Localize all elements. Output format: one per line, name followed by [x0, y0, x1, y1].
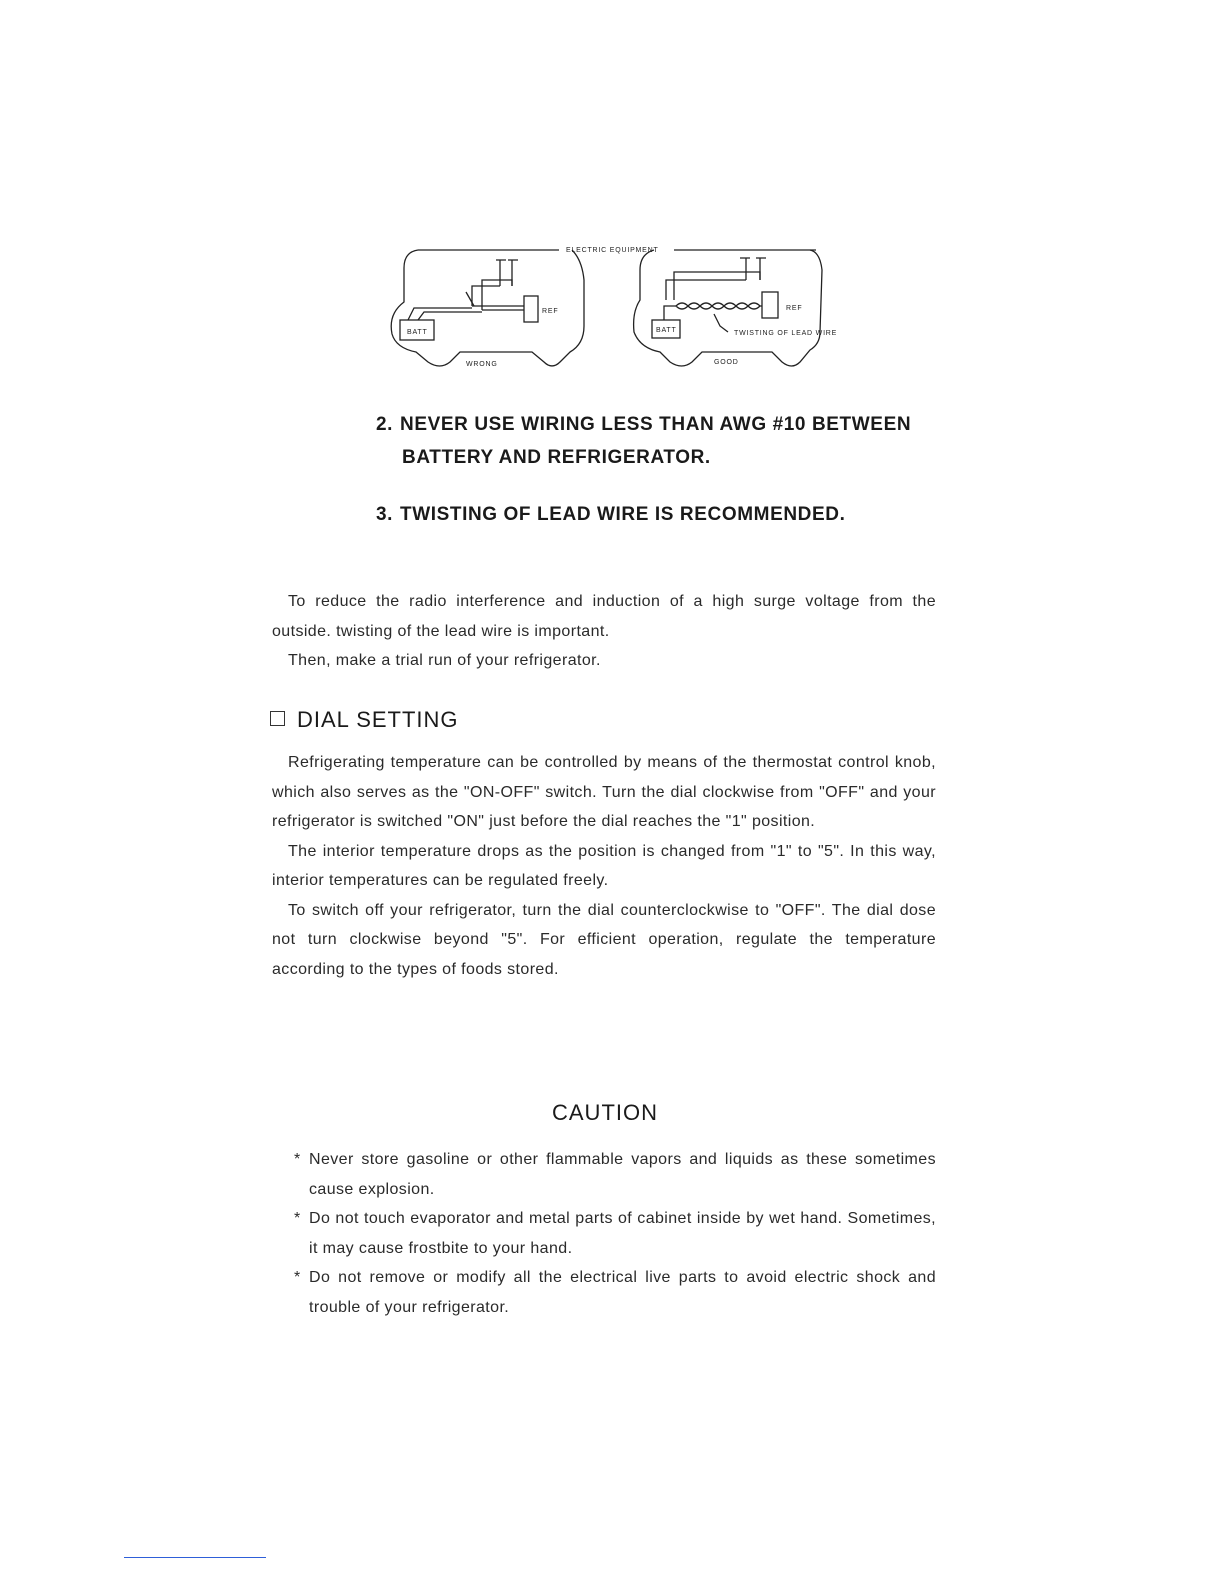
good-batt-label: BATT	[656, 327, 677, 334]
caution-item-text: Never store gasoline or other flammable vapors and liquids as these sometimes cause explosion.	[309, 1151, 936, 1198]
good-caption: GOOD	[714, 359, 739, 366]
twisted-lead-wire	[676, 303, 762, 309]
instruction-3-number: 3.	[376, 504, 394, 525]
intro-text	[272, 587, 936, 676]
wrong-ref-box	[524, 296, 538, 322]
twist-label: TWISTING OF LEAD WIRE	[734, 330, 838, 337]
dial-setting-heading-text: DIAL SETTING	[297, 707, 459, 732]
good-ref-label: REF	[786, 305, 803, 312]
wrong-batt-label: BATT	[407, 329, 428, 336]
instruction-2-line2: BATTERY AND REFRIGERATOR.	[402, 447, 711, 468]
instruction-3-line1: TWISTING OF LEAD WIRE IS RECOMMENDED.	[400, 504, 846, 525]
caution-item	[294, 1145, 936, 1204]
instruction-2-line1: NEVER USE WIRING LESS THAN AWG #10 BETWEEN	[400, 414, 912, 435]
intro-paragraph: Then, make a trial run of your refrigerator.	[288, 652, 601, 669]
asterisk-bullet-icon: *	[294, 1151, 301, 1168]
wrong-ref-label: REF	[542, 308, 559, 315]
caution-list	[294, 1145, 936, 1322]
intro-paragraph: To reduce the radio interference and induction of a high surge voltage from the outside. twisting of the lead wire is important.	[272, 593, 936, 640]
caution-item-text: Do not remove or modify all the electrical live parts to avoid electric shock and trouble of your refrigerator.	[309, 1269, 936, 1316]
caution-title: CAUTION	[552, 1100, 658, 1125]
dial-setting-text	[272, 748, 936, 984]
instruction-3	[376, 498, 936, 531]
footer-divider	[124, 1557, 266, 1558]
good-ref-box	[762, 292, 778, 318]
dial-paragraph: The interior temperature drops as the position is changed from "1" to "5". In this way, interior temperatures can be regulated freely.	[272, 842, 936, 889]
instruction-2	[376, 408, 936, 474]
instruction-2-number: 2.	[376, 414, 394, 435]
checkbox-square-icon	[270, 711, 285, 726]
caution-item-text: Do not touch evaporator and metal parts of cabinet inside by wet hand. Sometimes, it may cause frostbite to your hand.	[309, 1210, 936, 1257]
wiring-diagram	[384, 240, 854, 380]
electric-equipment-label: ELECTRIC EQUIPMENT	[566, 247, 659, 254]
caution-item	[294, 1263, 936, 1322]
dial-setting-heading	[270, 707, 459, 733]
asterisk-bullet-icon: *	[294, 1269, 301, 1286]
caution-item	[294, 1204, 936, 1263]
dial-paragraph: To switch off your refrigerator, turn the dial counterclockwise to "OFF". The dial dose not turn clockwise beyond "5". For efficient operation, regulate the temperature according to the types of foods stored.	[272, 901, 936, 978]
dial-paragraph: Refrigerating temperature can be controlled by means of the thermostat control knob, which also serves as the "ON-OFF" switch. Turn the dial clockwise from "OFF" and your refrigerator is switched "ON" just before the dial reaches the "1" position.	[272, 754, 936, 830]
wrong-caption: WRONG	[466, 361, 498, 368]
asterisk-bullet-icon: *	[294, 1210, 301, 1227]
